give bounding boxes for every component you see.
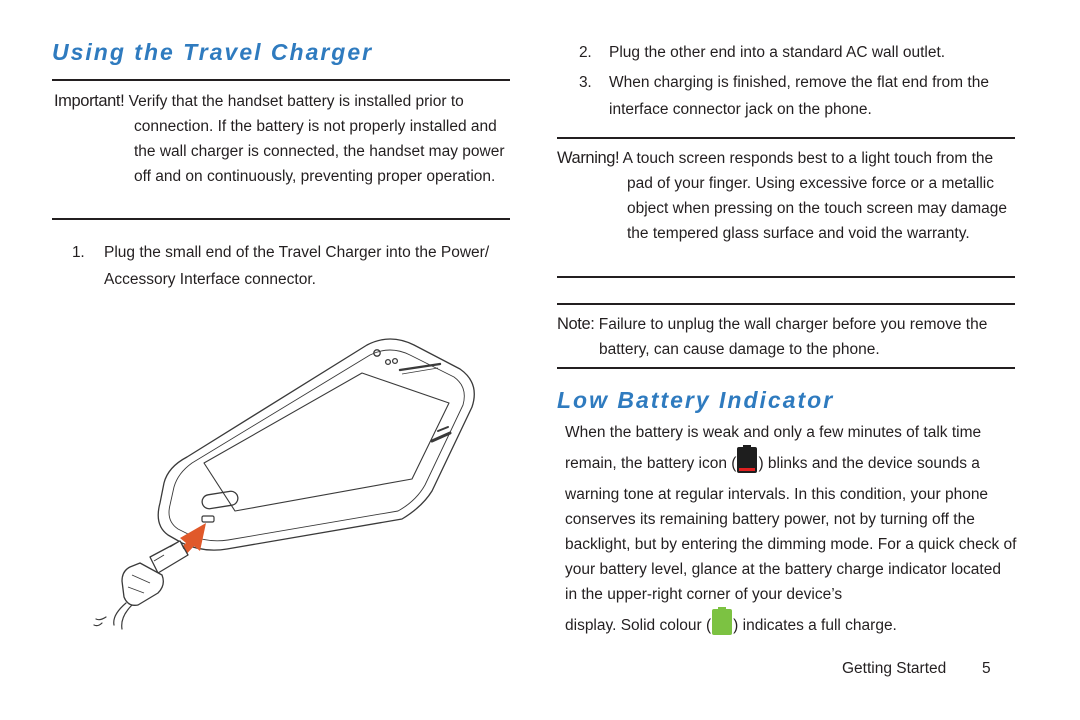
note-keyword: Note: xyxy=(557,315,595,333)
phone-body xyxy=(158,339,474,550)
important-text: connection. If the battery is not properly installed and the wall charger is connected, the handset may power off and on continuously, preventing proper operation. xyxy=(134,118,505,185)
low-battery-line1: When the battery is weak and only a few minutes of talk time xyxy=(565,424,982,441)
warning-bottom-rule xyxy=(557,276,1015,278)
warning-keyword: Warning! xyxy=(557,149,620,167)
note-text: battery, can cause damage to the phone. xyxy=(599,341,880,358)
phone-screen xyxy=(204,373,449,511)
note-line1: Failure to unplug the wall charger before you remove the xyxy=(598,316,988,333)
heading-low-battery-indicator: Low Battery Indicator xyxy=(557,387,835,413)
heading-using-travel-charger: Using the Travel Charger xyxy=(52,39,374,65)
step-2-text: Plug the other end into a standard AC wall outlet. xyxy=(609,44,946,61)
low-battery-line2-after: ) blinks and the device sounds a xyxy=(758,455,980,472)
low-battery-last-before: display. Solid colour ( xyxy=(565,617,712,634)
low-battery-line2-before: remain, the battery icon ( xyxy=(565,455,737,472)
low-battery-last-after: ) indicates a full charge. xyxy=(733,617,897,634)
warning-top-rule xyxy=(557,137,1015,139)
warning-line1: A touch screen responds best to a light touch from the xyxy=(622,150,994,167)
step-1-text: Plug the small end of the Travel Charger into the Power/ Accessory Interface connector. xyxy=(104,244,490,288)
important-note xyxy=(54,89,514,189)
usb-plug xyxy=(122,541,188,605)
step-3-text: When charging is finished, remove the flat end from the interface connector jack on the phone. xyxy=(609,74,989,118)
battery-full-icon xyxy=(711,607,733,644)
warning-note xyxy=(557,146,1019,246)
footer-section: Getting Started xyxy=(842,660,947,677)
low-battery-middle-text: warning tone at regular intervals. In this condition, your phone conserves its remaining battery power, not by turning off the backlight, but by entering the dimming mode. For a quick check of your battery level, glance at the battery charge indicator located in the upper-right corner of your device’s xyxy=(565,486,1017,603)
important-top-rule xyxy=(52,79,510,81)
warning-text: pad of your finger. Using excessive force or a metallic object when pressing on the touch screen may damage the tempered glass surface and void the warranty. xyxy=(627,175,1007,242)
step-1-number: 1. xyxy=(72,244,85,261)
important-line1: Verify that the handset battery is installed prior to xyxy=(128,93,464,110)
battery-low-icon xyxy=(736,445,758,482)
step-2 xyxy=(579,39,1019,66)
footer-page-number: 5 xyxy=(982,660,991,677)
step-2-number: 2. xyxy=(579,44,592,61)
important-bottom-rule xyxy=(52,218,510,220)
step-1 xyxy=(72,239,512,293)
step-3 xyxy=(579,69,1019,123)
step-3-number: 3. xyxy=(579,74,592,91)
low-battery-paragraph xyxy=(565,420,1017,644)
charger-cable xyxy=(94,603,132,629)
phone-charger-illustration xyxy=(92,335,492,630)
note-bottom-rule xyxy=(557,367,1015,369)
important-keyword: Important! xyxy=(54,92,125,110)
note-block xyxy=(557,312,1019,362)
note-top-rule xyxy=(557,303,1015,305)
